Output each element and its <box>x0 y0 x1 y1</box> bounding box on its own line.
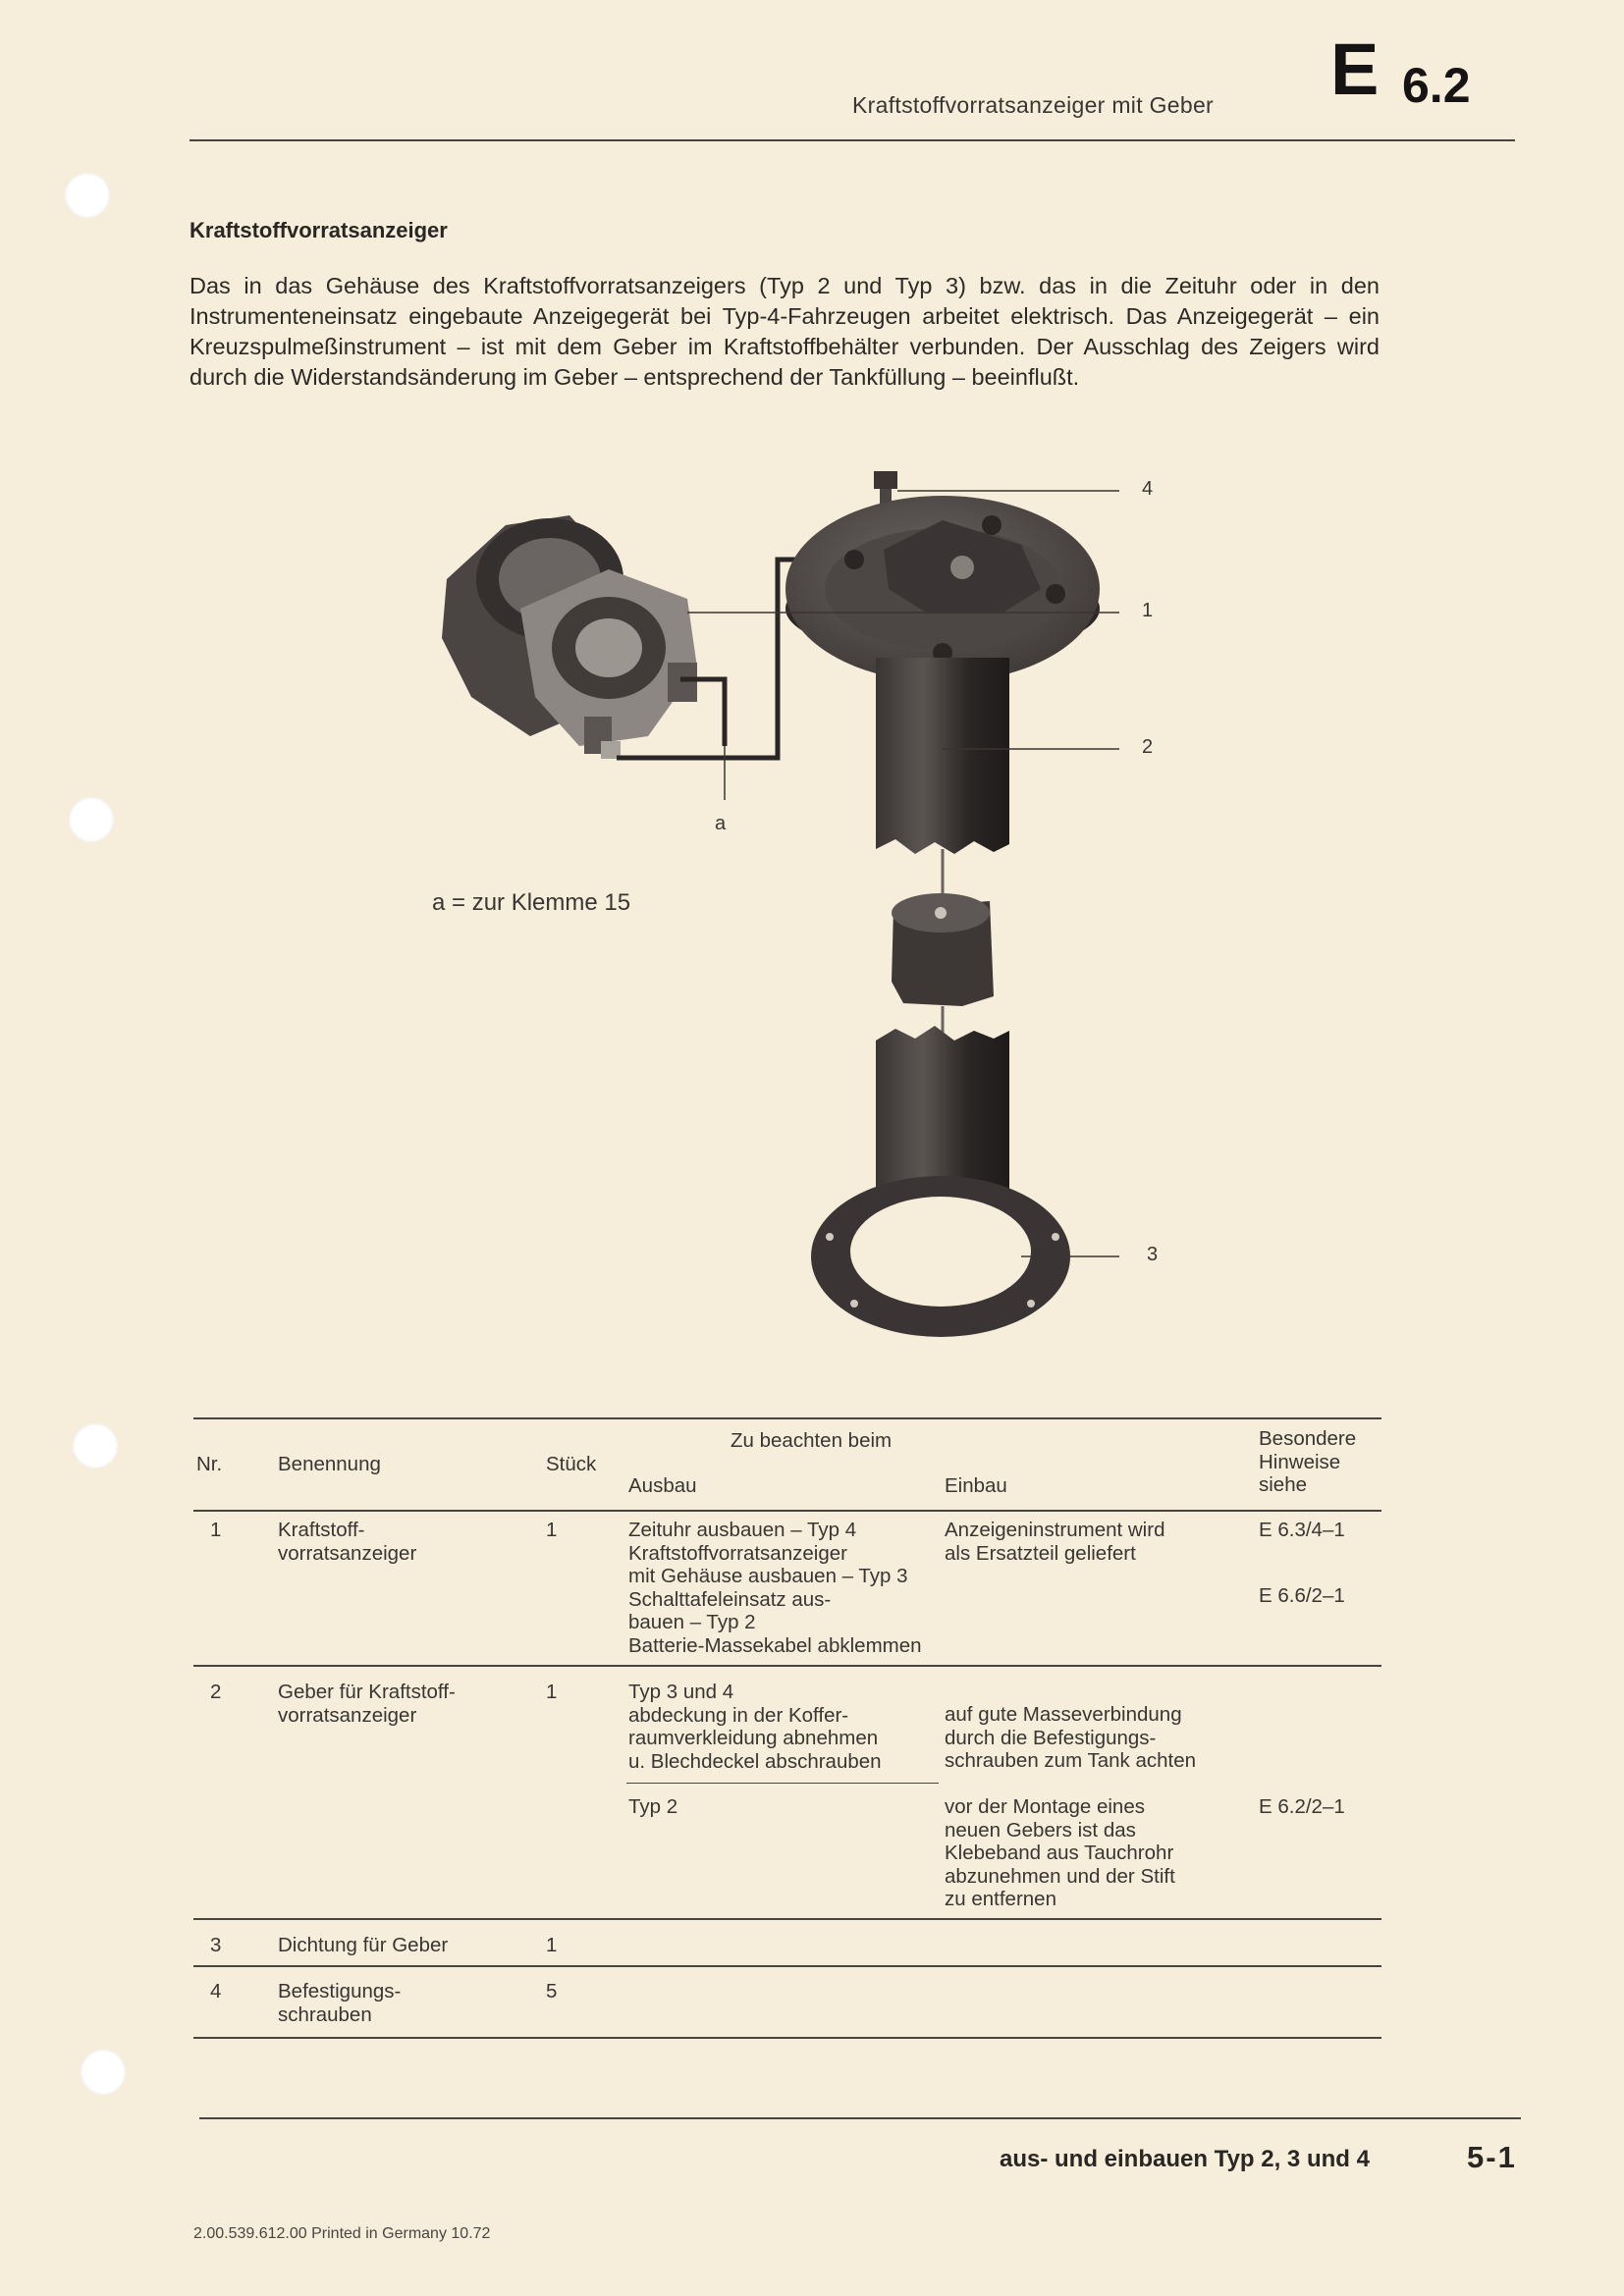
row4-stueck: 5 <box>546 1980 558 2002</box>
row1-nr: 1 <box>210 1519 222 1541</box>
row2a-ausbau: Typ 3 und 4 abdeckung in der Koffer- raumverkleidung abnehmen u. Blechdeckel abschrauben <box>628 1681 882 1773</box>
row3-stueck: 1 <box>546 1934 558 1956</box>
print-info: 2.00.539.612.00 Printed in Germany 10.72 <box>193 2225 491 2242</box>
punch-hole <box>69 797 114 842</box>
section-number: 6.2 <box>1402 58 1471 113</box>
callout-4: 4 <box>1142 478 1154 500</box>
callout-3: 3 <box>1147 1244 1159 1265</box>
gauge-instrument <box>442 515 697 759</box>
section-letter: E <box>1330 28 1380 110</box>
punch-hole <box>81 2050 126 2095</box>
punch-hole <box>65 173 110 218</box>
col-header-zu-beachten: Zu beachten beim <box>731 1429 893 1452</box>
footer-title: aus- und einbauen Typ 2, 3 und 4 <box>1000 2146 1370 2172</box>
row4-benennung: Befestigungs- schrauben <box>278 1980 402 2026</box>
row2b-einbau: vor der Montage eines neuen Gebers ist das Klebeband aus Tauchrohr abzunehmen und der Stift zu entfernen <box>945 1795 1175 1910</box>
row2a-einbau: auf gute Masseverbindung durch die Befestigungs- schrauben zum Tank achten <box>945 1703 1197 1772</box>
callout-2: 2 <box>1142 736 1154 758</box>
row1-hinweis-1: E 6.3/4–1 <box>1259 1519 1345 1541</box>
figure-caption: a = zur Klemme 15 <box>432 889 631 916</box>
col-header-benennung: Benennung <box>278 1453 381 1475</box>
table-rule-top <box>193 1417 1381 1419</box>
row2-stueck: 1 <box>546 1681 558 1703</box>
sender-tube-2 <box>876 658 1009 854</box>
row2-benennung: Geber für Kraftstoff- vorratsanzeiger <box>278 1681 456 1727</box>
row1-hinweis-2: E 6.6/2–1 <box>1259 1584 1345 1607</box>
callout-a: a <box>715 813 727 834</box>
table-rule-row2 <box>193 1918 1381 1920</box>
row2b-ausbau: Typ 2 <box>628 1795 678 1818</box>
sender-tube-lower <box>876 1026 1009 1198</box>
row1-einbau: Anzeigeninstrument wird als Ersatzteil geliefert <box>945 1519 1165 1565</box>
table-rule-row3 <box>193 1965 1381 1967</box>
table-rule-row2-sub <box>626 1783 939 1784</box>
col-header-einbau: Einbau <box>945 1474 1007 1497</box>
punch-hole <box>73 1423 118 1468</box>
table-rule-header <box>193 1510 1381 1512</box>
page-number: 5-1 <box>1467 2140 1517 2174</box>
header-title: Kraftstoffvorratsanzeiger mit Geber <box>852 92 1214 118</box>
table-rule-bottom <box>193 2037 1381 2039</box>
row3-nr: 3 <box>210 1934 222 1956</box>
fuel-gauge-figure <box>393 452 1198 1394</box>
col-header-hinweise: Besondere Hinweise siehe <box>1259 1427 1357 1496</box>
footer-rule <box>199 2117 1521 2119</box>
row2-nr: 2 <box>210 1681 222 1703</box>
col-header-nr: Nr. <box>196 1453 223 1475</box>
intro-paragraph: Das in das Gehäuse des Kraftstoffvorratsanzeigers (Typ 2 und Typ 3) bzw. das in die Zeituhr oder in den Instrumenteneinsatz eingebaute Anzeigegerät bei Typ-4-Fahrzeugen arbeitet elektrisch. Das Anzeigegerät – ein Kreuzspulmeßinstrument – ist mit dem Geber im Kraftstoffbehälter verbunden. Der Ausschlag des Zeigers wird durch die Widerstandsänderung im Geber – entsprechend der Tankfüllung – beeinflußt. <box>189 273 1380 390</box>
float <box>892 893 994 1006</box>
row1-ausbau: Zeituhr ausbauen – Typ 4 Kraftstoffvorratsanzeiger mit Gehäuse ausbauen – Typ 3 Schalttafeleinsatz aus- bauen – Typ 2 Batterie-Massekabel abklemmen <box>628 1519 922 1657</box>
callout-1: 1 <box>1142 600 1154 621</box>
row1-benennung: Kraftstoff- vorratsanzeiger <box>278 1519 417 1565</box>
row4-nr: 4 <box>210 1980 222 2002</box>
row2b-hinweis: E 6.2/2–1 <box>1259 1795 1345 1818</box>
col-header-stueck: Stück <box>546 1453 597 1475</box>
col-header-ausbau: Ausbau <box>628 1474 697 1497</box>
header-rule <box>189 139 1515 141</box>
sender-flange-1 <box>785 496 1100 682</box>
row3-benennung: Dichtung für Geber <box>278 1934 449 1956</box>
table-rule-row1 <box>193 1665 1381 1667</box>
section-title: Kraftstoffvorratsanzeiger <box>189 218 448 242</box>
row1-stueck: 1 <box>546 1519 558 1541</box>
